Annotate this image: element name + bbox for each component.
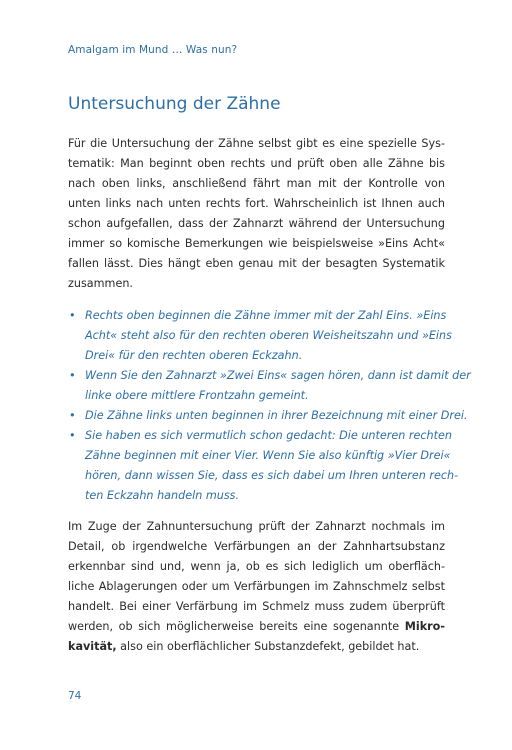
list-item — [68, 306, 452, 366]
bullet-icon: • — [69, 369, 76, 382]
paragraph-line: Für die Untersuchung der Zähne selbst gibt es eine spezielle Sys- — [68, 137, 445, 150]
section-heading: Untersuchung der Zähne — [68, 94, 281, 114]
list-item — [68, 406, 468, 426]
list-item-line: Rechts oben beginnen die Zähne immer mit der Zahl Eins. »Eins — [85, 309, 447, 322]
list-item — [68, 366, 471, 406]
bullet-icon: • — [69, 429, 76, 442]
paragraph-line: schon aufgefallen, dass der Zahnarzt während der Untersuchung — [68, 217, 445, 230]
bold-term: kavität, — [68, 640, 117, 653]
bullet-icon: • — [69, 409, 76, 422]
page-number: 74 — [68, 690, 82, 702]
paragraph-line: immer so komische Bemerkungen wie beispielsweise »Eins Acht« — [68, 237, 445, 250]
paragraph-line: liche Ablagerungen oder um Verfärbungen im Zahnschmelz selbst — [68, 580, 445, 593]
paragraph-line: fallen lässt. Dies hängt eben genau mit der besagten Systematik — [68, 257, 445, 270]
paragraph-line: unten links nach unten rechts fort. Wahrscheinlich ist Ihnen auch — [68, 197, 445, 210]
list-item-line: Sie haben es sich vermutlich schon gedacht: Die unteren rechten — [85, 429, 453, 442]
list-item-line: Acht« steht also für den rechten oberen Weisheitszahn und »Eins — [85, 329, 452, 342]
paragraph-line: nach oben links, anschließend fährt man mit der Kontrolle von — [68, 177, 445, 190]
bullet-icon: • — [69, 309, 76, 322]
list-item-line: Zähne beginnen mit einer Vier. Wenn Sie also künftig »Vier Drei« — [85, 449, 451, 462]
list-item-line: hören, dann wissen Sie, dass es sich dabei um Ihren unteren rech- — [85, 469, 459, 482]
bold-term: Mikro- — [404, 620, 445, 633]
paragraph-examination — [68, 517, 445, 657]
paragraph-line-text: also ein oberflächlicher Substanzdefekt, gebildet hat. — [116, 640, 420, 653]
paragraph-line — [68, 637, 445, 657]
list-item-line: ten Eckzahn handeln muss. — [85, 489, 240, 502]
paragraph-line: zusammen. — [68, 277, 133, 290]
paragraph-intro — [68, 134, 445, 294]
list-item-line: linke obere mittlere Frontzahn gemeint. — [85, 389, 309, 402]
paragraph-line: erkennbar sind und, wenn ja, ob es sich lediglich um oberfläch- — [68, 560, 445, 573]
paragraph-line: tematik: Man beginnt oben rechts und prüft oben alle Zähne bis — [68, 157, 445, 170]
paragraph-line-text: werden, ob sich möglicherweise bereits eine sogenannte — [68, 620, 400, 633]
paragraph-line: Detail, ob irgendwelche Verfärbungen an der Zahnhartsubstanz — [68, 540, 445, 553]
list-item-line: Drei« für den rechten oberen Eckzahn. — [85, 349, 303, 362]
tooth-numbering-list — [68, 306, 471, 506]
paragraph-line: handelt. Bei einer Verfärbung im Schmelz muss zudem überprüft — [68, 600, 445, 613]
list-item-line: Wenn Sie den Zahnarzt »Zwei Eins« sagen hören, dann ist damit der — [85, 369, 471, 382]
running-head: Amalgam im Mund … Was nun? — [68, 44, 238, 56]
list-item-line: Die Zähne links unten beginnen in ihrer Bezeichnung mit einer Drei. — [85, 409, 468, 422]
list-item — [68, 426, 459, 506]
paragraph-line: Im Zuge der Zahnuntersuchung prüft der Zahnarzt nochmals im — [68, 520, 445, 533]
paragraph-line — [68, 617, 445, 637]
